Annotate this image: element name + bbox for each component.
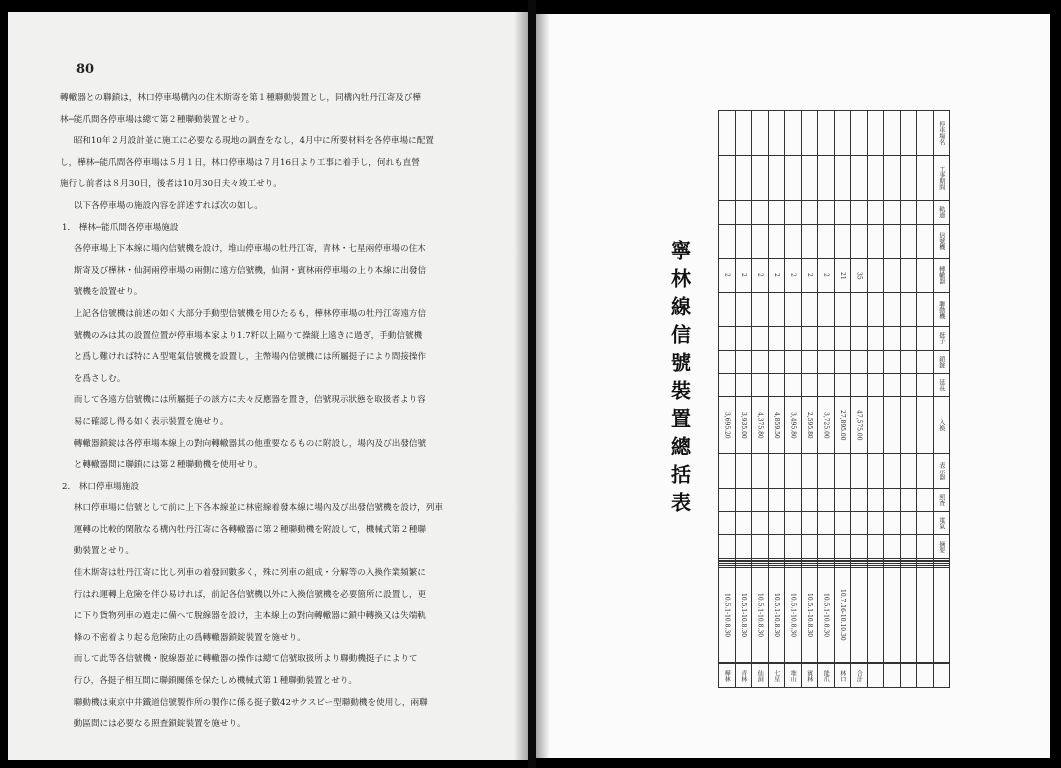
table-cell [785,374,802,397]
table-cell [834,224,851,258]
table-cell [719,292,736,326]
table-cell [735,488,752,511]
table-cell [818,156,835,201]
count-cell: 35 [851,258,868,292]
table-cell [900,327,917,350]
table-cell [768,350,785,373]
station-label-cell: 能爪 [818,664,835,688]
text-line: を爲さしむ。 [73,373,126,384]
table-cell [900,350,917,373]
table-cell [867,454,884,488]
table-cell [735,111,752,156]
text-line: 聯動機は東京中井鐵道信號製作所の製作に係る挺子數42サクスビー型聯動機を使用し，兩聯 [73,697,428,708]
station-label-cell: 賓林 [801,664,818,688]
table-cell [818,454,835,488]
header-cell: 入換 [933,397,950,454]
table-cell [900,156,917,201]
table-cell [834,156,851,201]
table-row [719,258,950,292]
text-line: 動裝置とせり。 [73,546,134,557]
table-cell [851,350,868,373]
period-cell: 10.5.1-10.8.30 [818,567,835,662]
table-cell [884,511,901,534]
table-row [719,156,950,201]
period-cell: 10.5.1-10.8.30 [719,567,736,662]
table-row [719,292,950,326]
table-cell [785,201,802,224]
station-label-cell: 林口 [834,664,851,688]
table-cell [900,201,917,224]
table-cell [719,350,736,373]
body-text [60,88,500,736]
table-cell [801,224,818,258]
table-cell [900,488,917,511]
table-cell [818,292,835,326]
table-cell [851,454,868,488]
amount-cell: 3,695.20 [719,397,736,454]
table-cell [801,535,818,558]
header-cell: 電氣 [933,511,950,534]
table-cell [719,201,736,224]
text-line: 施行し前者は８月30日，後者は10月30日夫々竣工せり。 [60,179,282,190]
table-row [719,454,950,488]
table-cell [917,156,934,201]
table-cell [900,224,917,258]
text-line: 運轉の比較的閑散なる構內牡丹江寄に各轉轍器に第２種聯動機を附設して，機械式第２種聯 [73,524,426,535]
table-cell [867,374,884,397]
table-title-text: 寧林線信號裝置總括表 [667,240,692,520]
table-row [719,350,950,373]
table-cell [752,350,769,373]
table-cell [785,454,802,488]
table-cell [785,511,802,534]
table-cell [884,292,901,326]
station-label-cell: 仙洞 [752,664,769,688]
table-cell [884,201,901,224]
table-cell [818,535,835,558]
table-cell [867,292,884,326]
table-cell [917,511,934,534]
table-cell [933,567,950,662]
count-cell: 2 [768,258,785,292]
table-cell [752,201,769,224]
table-cell [752,488,769,511]
header-cell: 挺子 [933,327,950,350]
table-cell [851,292,868,326]
period-cell: 10.5.1-10.8.30 [735,567,752,662]
table-cell [851,111,868,156]
table-cell [768,156,785,201]
table-row [719,397,950,454]
table-cell [768,454,785,488]
table-cell [917,224,934,258]
table-row [719,374,950,397]
table-cell [884,111,901,156]
table-cell [785,327,802,350]
table-cell [719,488,736,511]
text-line: 動區間には必要なる照査鎖錠裝置を施せり。 [73,719,246,730]
table-cell [768,292,785,326]
table-cell [785,350,802,373]
period-cell: 10.5.1-10.8.30 [801,567,818,662]
table-cell [851,488,868,511]
amount-cell: 47,575.00 [851,397,868,454]
table-cell [867,350,884,373]
header-cell: 轉轍器 [933,258,950,292]
table-cell [735,292,752,326]
table-cell [801,292,818,326]
table-cell [851,201,868,224]
table-cell [818,511,835,534]
text-line: 轉轍器との聯鎖は，林口停車場構內の住木斯寄を第１種聯動裝置とし，同構內牡丹江寄及び樺 [60,93,421,103]
table-cell [834,201,851,224]
table-cell [851,511,868,534]
table-row [719,201,950,224]
table-cell [834,292,851,326]
table-cell [867,664,884,688]
table-cell [785,156,802,201]
table-cell [900,397,917,454]
table-cell [884,535,901,558]
count-cell: 21 [834,258,851,292]
table-cell [867,327,884,350]
table-cell [801,327,818,350]
table-cell [735,535,752,558]
header-cell: 鎖錠 [933,350,950,373]
header-cell: 表示器 [933,454,950,488]
table-cell [735,350,752,373]
table-cell [884,156,901,201]
table-cell [834,535,851,558]
table-cell [768,374,785,397]
table-cell [752,535,769,558]
table-cell [768,327,785,350]
table-cell [851,327,868,350]
table-cell [785,292,802,326]
table-cell [851,224,868,258]
table-cell [752,292,769,326]
table-cell [933,664,950,688]
table-cell [867,201,884,224]
table-cell [735,224,752,258]
table-cell [818,224,835,258]
table-cell [851,535,868,558]
text-line: 林─能爪間各停車場は總て第２種聯動裝置とせり。 [60,114,255,125]
table-cell [818,374,835,397]
table-cell [917,397,934,454]
table-cell [867,567,884,662]
table-cell [917,201,934,224]
table-cell [917,350,934,373]
table-cell [900,111,917,156]
header-cell: 停車場名 [933,111,950,156]
table-cell [719,511,736,534]
text-line: 林口停車場に信號として前に上下各本線並に林密線着發本線に場內及び出發信號機を設け，列車 [73,503,443,514]
table-cell [752,327,769,350]
table-cell [752,111,769,156]
table-cell [834,327,851,350]
header-cell: 照査 [933,488,950,511]
section-heading: 2. 林口停車場施設 [62,481,139,492]
table-cell [917,327,934,350]
count-cell: 2 [801,258,818,292]
text-line: 而して此等各信號機・脫線器並に轉轍器の操作は總て信號取扱所より聯動機挺子によりて [73,654,418,665]
header-cell: 軌道 [933,201,950,224]
amount-cell: 4,375.80 [752,397,769,454]
table-cell [818,488,835,511]
table-row [719,511,950,534]
table-cell [801,111,818,156]
header-cell: 聯動機 [933,292,950,326]
table-cell [834,111,851,156]
table-cell [735,327,752,350]
text-line: 行ひ，各挺子相互間に聯鎖關係を保たしめ機械式第１種聯動裝置とせり。 [73,676,358,687]
table-row [719,488,950,511]
table-cell [884,224,901,258]
book-spine [528,0,536,768]
header-cell: 工事期間 [933,156,950,201]
table-cell [867,511,884,534]
table-cell [884,258,901,292]
table-cell [917,292,934,326]
table-cell [785,488,802,511]
table-cell [801,511,818,534]
table-row [719,664,950,688]
table-cell [900,454,917,488]
table-cell [801,201,818,224]
table-cell [834,511,851,534]
table-cell [884,327,901,350]
table-row [719,567,950,662]
table-cell [768,488,785,511]
table-cell [719,156,736,201]
table-cell [735,454,752,488]
table-cell [867,111,884,156]
period-cell: 10.5.1-10.8.30 [785,567,802,662]
table-cell [834,454,851,488]
amount-cell: 2,595.80 [801,397,818,454]
station-label-cell: 堆山 [785,664,802,688]
header-cell: 信號機 [933,224,950,258]
amount-cell: 3,935.00 [735,397,752,454]
table-cell [917,664,934,688]
table-cell [752,374,769,397]
station-label-cell: 七星 [768,664,785,688]
text-line: 以下各停車場の施設內容を詳述すれば次の如し。 [73,200,263,211]
table-cell [719,327,736,350]
summary-table-grid [718,110,950,688]
table-cell [735,374,752,397]
header-cell: 摘要 [933,535,950,558]
table-cell [801,488,818,511]
text-line: 昭和10年２月設計並に施工に必要なる現地の調査をなし，4月中に所要材料を各停車場に配置 [73,136,434,147]
count-cell: 2 [719,258,736,292]
table-cell [900,292,917,326]
page-gutter-shadow-right [536,14,550,758]
table-cell [834,374,851,397]
table-cell [719,111,736,156]
table-cell [785,535,802,558]
table-row [719,327,950,350]
amount-cell: 27,895.00 [834,397,851,454]
table-cell [884,397,901,454]
table-cell [818,327,835,350]
text-line: 易に確認し得る如く表示裝置を施せり。 [73,416,229,427]
table-cell [917,567,934,662]
table-cell [900,374,917,397]
table-cell [719,374,736,397]
page-gutter-shadow-left [514,12,528,760]
table-cell [801,454,818,488]
table-cell [884,350,901,373]
table-cell [884,454,901,488]
table-cell [735,156,752,201]
text-line: 號機のみは其の設置位置が停車場本家より1.7粁以上隔りて操縦上遠きに過ぎ，手動信號機 [73,330,423,341]
table-cell [900,664,917,688]
table-cell [719,454,736,488]
text-line: 行はれ運轉上危險を伴ひ易ければ，前記各信號機以外に入換信號機を必要箇所に設置し，更 [73,589,427,600]
period-cell [851,567,868,662]
text-line: 各停車場上下本線に場內信號機を設け，堆山停車場の牡丹江寄，青林・七星兩停車場の住木 [73,244,426,255]
table-cell [917,488,934,511]
table-cell [851,374,868,397]
table-cell [917,111,934,156]
text-line: し，樺林─能爪間各停車場は５月１日，林口停車場は７月16日より工事に着手し，何れも直營 [60,157,420,168]
table-cell [752,511,769,534]
count-cell: 2 [735,258,752,292]
table-cell [768,535,785,558]
table-cell [818,350,835,373]
summary-table [718,110,950,688]
table-cell [752,454,769,488]
period-cell: 10.7.16-10.10.30 [834,567,851,662]
table-cell [900,511,917,534]
table-cell [752,224,769,258]
amount-cell: 3,725.00 [818,397,835,454]
table-row [719,535,950,558]
table-cell [900,567,917,662]
amount-cell: 3,495.80 [785,397,802,454]
table-cell [917,258,934,292]
table-cell [801,350,818,373]
table-cell [768,511,785,534]
table-cell [900,535,917,558]
table-cell [884,664,901,688]
text-line: と爲し難ければ特にＡ型電氣信號機を設置し，主幣場內信號機には所屬挺子により間接操作 [73,352,427,363]
header-cell: 延長 [933,374,950,397]
table-cell [917,535,934,558]
table-cell [768,224,785,258]
table-cell [867,156,884,201]
table-cell [867,397,884,454]
amount-cell: 4,859.50 [768,397,785,454]
table-cell [851,156,868,201]
table-cell [867,258,884,292]
text-line: に下り貨物列車の過走に備へて脫線器を設け，主本線上の對向轉轍器に鎖中轉換又は失端軌 [73,611,426,622]
table-cell [884,567,901,662]
table-cell [735,511,752,534]
table-cell [719,224,736,258]
period-cell: 10.5.1-10.8.30 [768,567,785,662]
table-cell [719,535,736,558]
station-label-cell: 合計 [851,664,868,688]
text-line: 號機を設置せり。 [73,287,143,298]
table-cell [752,156,769,201]
table-row [719,224,950,258]
table-cell [867,535,884,558]
station-label-cell: 青林 [735,664,752,688]
count-cell: 2 [785,258,802,292]
table-cell [884,488,901,511]
table-cell [917,454,934,488]
table-cell [917,374,934,397]
table-row [719,111,950,156]
text-line: 條の不密着より起る危險防止の爲轉轍器鎖錠裝置を施せり。 [73,632,306,643]
table-cell [785,111,802,156]
table-cell [768,111,785,156]
table-cell [801,156,818,201]
table-cell [867,224,884,258]
section-heading: 1. 樺林─能爪間各停車場施設 [62,222,179,233]
table-cell [818,111,835,156]
table-cell [834,488,851,511]
table-cell [867,488,884,511]
text-line: 而して各遠方信號機には所屬挺子の該方に夫々反應器を置き，信號現示狀態を取扱者より容 [73,395,426,406]
table-cell [834,350,851,373]
table-cell [785,224,802,258]
table-cell [884,374,901,397]
text-line: 轉轍器鎖錠は各停車場本線上の對向轉轍器其の他重要なるものに附設し，場內及び出發信號 [73,438,427,449]
text-line: と轉轍器間に聯鎖には第２種聯動機を使用せり。 [73,460,263,471]
text-line: 上記各信號機は前述の如く大部分手動型信號機を用ひたるも，樺林停車場の牡丹江寄遠方信 [73,308,427,319]
text-line: 斯寄及び樺林・仙洞兩停車場の兩側に遠方信號機，仙洞・賓林兩停車場の上り本線に出發信 [73,265,427,276]
table-cell [735,201,752,224]
table-cell [818,201,835,224]
count-cell: 2 [752,258,769,292]
station-label-cell: 樺林 [719,664,736,688]
table-cell [801,374,818,397]
table-cell [900,258,917,292]
period-cell: 10.5.1-10.8.30 [752,567,769,662]
table-cell [768,201,785,224]
count-cell: 2 [818,258,835,292]
text-line: 佳木斯寄は牡丹江寄に比し列車の着發回數多く，殊に列車の組成・分解等の入換作業頻繁に [73,568,426,579]
page-number: 80 [76,62,95,77]
